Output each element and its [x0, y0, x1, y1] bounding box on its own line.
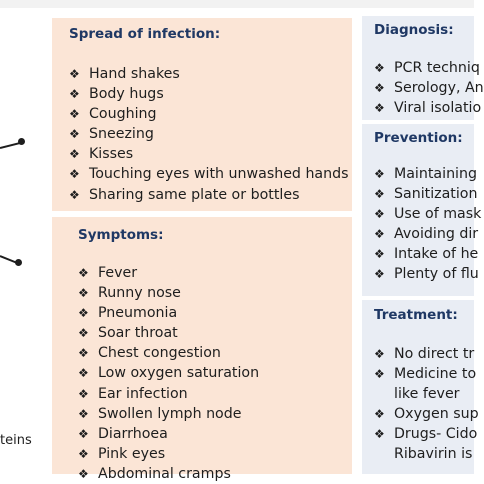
diamond-bullet-icon: ❖	[78, 366, 89, 381]
list-item: ❖ Use of mask	[374, 204, 481, 224]
diamond-bullet-icon: ❖	[69, 167, 80, 182]
diamond-bullet-icon: ❖	[374, 167, 385, 181]
list-item: ❖ Sanitization	[374, 184, 481, 204]
list-item: ❖ Abdominal cramps	[78, 464, 259, 484]
diamond-bullet-icon: ❖	[374, 227, 385, 242]
list-item: ❖ Sneezing	[69, 124, 349, 144]
prevention-panel	[362, 124, 482, 296]
list-item: ❖ Plenty of flu	[374, 264, 481, 284]
list-item: ❖ Ear infection	[78, 384, 259, 404]
connector-dot-1	[18, 138, 25, 145]
list-item: ❖ Low oxygen saturation	[78, 363, 259, 383]
diamond-bullet-icon: ❖	[69, 147, 80, 162]
list-item: Ribavirin is	[394, 446, 473, 463]
diamond-bullet-icon: ❖	[374, 247, 385, 262]
list-item: ❖ Chest congestion	[78, 343, 259, 363]
diamond-bullet-icon: ❖	[374, 207, 385, 222]
symptoms-list	[78, 263, 259, 484]
diamond-bullet-icon: ❖	[69, 107, 80, 122]
diamond-bullet-icon: ❖	[78, 386, 89, 401]
spread-title: Spread of infection:	[69, 26, 221, 42]
symptoms-panel	[52, 217, 352, 482]
diamond-bullet-icon: ❖	[78, 346, 89, 361]
list-item: ❖ Kisses	[69, 144, 349, 164]
list-item: ❖ Drugs- Cido	[374, 424, 479, 444]
list-item: ❖ Maintaining	[374, 164, 481, 184]
diamond-bullet-icon: ❖	[69, 187, 80, 202]
diamond-bullet-icon: ❖	[69, 127, 80, 142]
diamond-bullet-icon: ❖	[374, 101, 385, 116]
connector-dot-2	[15, 259, 22, 266]
list-item: ❖ Oxygen sup	[374, 404, 479, 424]
list-item: ❖ Viral isolatio	[374, 98, 484, 118]
diamond-bullet-icon: ❖	[78, 266, 89, 280]
list-item: ❖ Body hugs	[69, 84, 349, 104]
diamond-bullet-icon: ❖	[78, 446, 89, 461]
symptoms-title: Symptoms:	[78, 227, 164, 243]
diamond-bullet-icon: ❖	[374, 407, 385, 422]
list-item: ❖ Soar throat	[78, 323, 259, 343]
diamond-bullet-icon: ❖	[374, 81, 385, 96]
prevention-title: Prevention:	[374, 130, 463, 146]
diamond-bullet-icon: ❖	[69, 67, 80, 81]
treatment-list	[374, 344, 479, 465]
spread-panel	[52, 18, 352, 211]
diamond-bullet-icon: ❖	[78, 406, 89, 421]
diagnosis-panel	[362, 16, 484, 120]
list-item: ❖ Runny nose	[78, 283, 259, 303]
list-item: ❖ Pneumonia	[78, 303, 259, 323]
diamond-bullet-icon: ❖	[374, 427, 385, 442]
diamond-bullet-icon: ❖	[78, 426, 89, 441]
list-item: ❖ Sharing same plate or bottles	[69, 185, 349, 205]
list-item: ❖ Pink eyes	[78, 444, 259, 464]
diagnosis-title: Diagnosis:	[374, 22, 454, 38]
diamond-bullet-icon: ❖	[374, 187, 385, 202]
list-item: ❖ Intake of he	[374, 244, 481, 264]
list-item: ❖ No direct tr	[374, 344, 479, 364]
list-item: ❖ Coughing	[69, 104, 349, 124]
list-item: ❖ Serology, An	[374, 78, 484, 98]
diamond-bullet-icon: ❖	[374, 61, 385, 75]
list-item: ❖ Diarrhoea	[78, 424, 259, 444]
list-item: ❖ Touching eyes with unwashed hands	[69, 164, 349, 184]
diagnosis-list	[374, 58, 484, 118]
diamond-bullet-icon: ❖	[78, 326, 89, 341]
list-item: ❖ Hand shakes	[69, 64, 349, 84]
list-item: like fever	[394, 386, 460, 403]
list-item: ❖ Avoiding dir	[374, 224, 481, 244]
diamond-bullet-icon: ❖	[374, 347, 385, 361]
treatment-title: Treatment:	[374, 307, 458, 323]
spread-list	[69, 64, 349, 205]
treatment-panel	[362, 300, 479, 474]
diamond-bullet-icon: ❖	[78, 286, 89, 301]
diamond-bullet-icon: ❖	[374, 367, 385, 382]
diamond-bullet-icon: ❖	[69, 87, 80, 102]
proteins-label: teins	[0, 433, 32, 448]
diamond-bullet-icon: ❖	[78, 306, 89, 321]
list-item: ❖ Medicine to	[374, 364, 479, 384]
diamond-bullet-icon: ❖	[374, 267, 385, 282]
prevention-list	[374, 164, 481, 285]
diamond-bullet-icon: ❖	[78, 466, 89, 481]
list-item: ❖ Swollen lymph node	[78, 404, 259, 424]
list-item: ❖ PCR techniq	[374, 58, 484, 78]
top-strip	[0, 0, 474, 8]
list-item: ❖ Fever	[78, 263, 259, 283]
